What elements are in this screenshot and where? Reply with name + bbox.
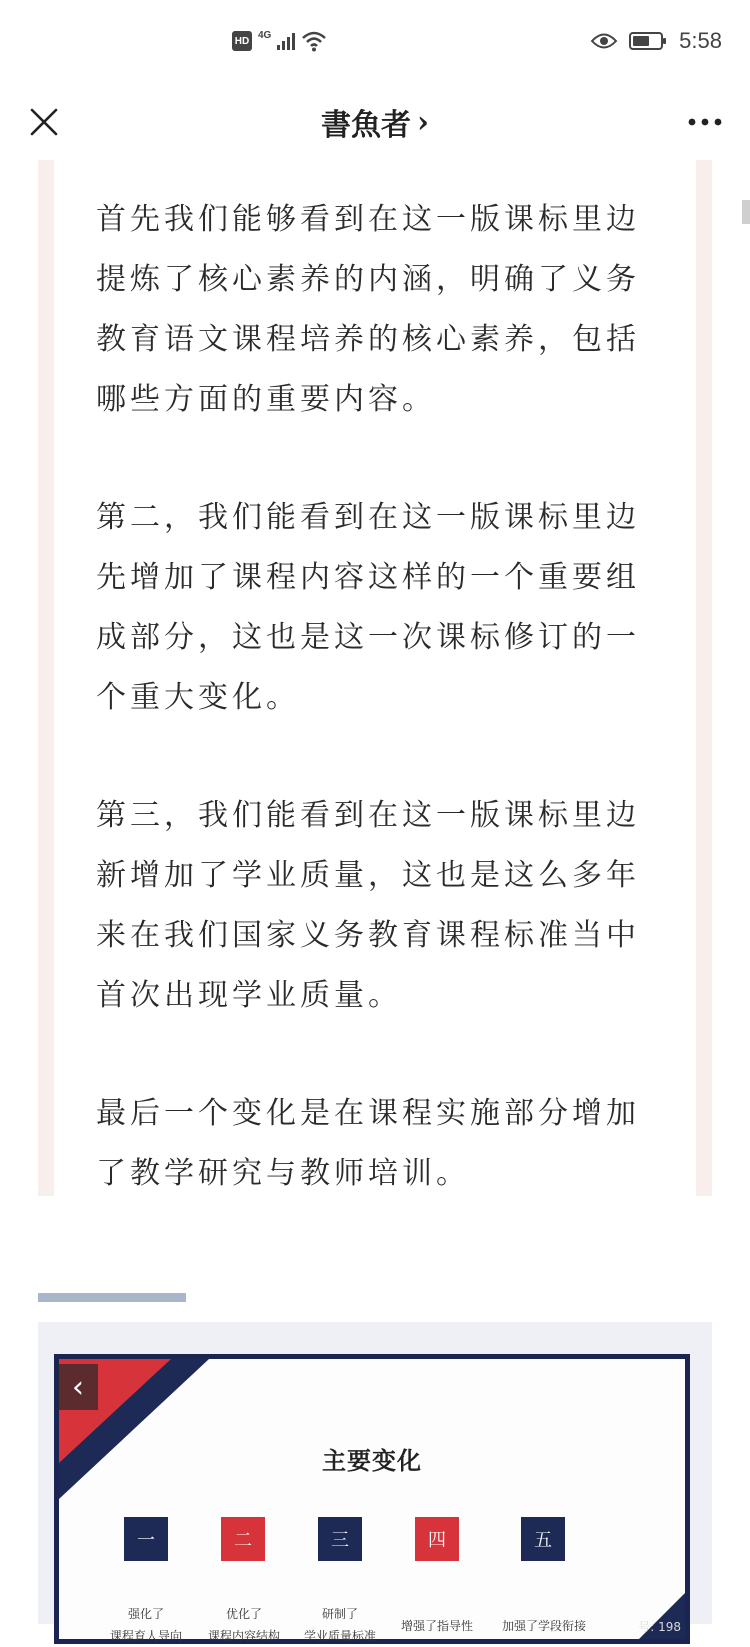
account-name: 書魚者 [321,108,411,143]
item-caption-1 [91,1603,201,1647]
item-number-1: 一 [124,1517,168,1561]
caption-line: 增强了指导性 [400,1619,473,1633]
account-title-link[interactable] [0,100,750,144]
caption-line: 研制了 [321,1607,358,1621]
scrollbar-thumb[interactable] [742,200,750,224]
chevron-left-icon: ‹ [72,1369,84,1405]
article-image[interactable] [38,1322,712,1643]
slide-title: 主要变化 [322,1447,422,1475]
paragraph-2: 第二，我们能看到在这一版课标里边先增加了课程内容这样的一个重要组成部分，这也是这一次课标修订的一个重大变化。 [96,500,640,715]
more-button[interactable] [680,100,730,144]
paragraph-1: 首先我们能够看到在这一版课标里边提炼了核心素养的内涵，明确了义务教育语文课程培养的核心素养，包括哪些方面的重要内容。 [96,202,640,417]
item-caption-4 [382,1615,492,1637]
caption-line: 课程内容结构 [207,1629,280,1643]
caption-line: 强化了 [127,1607,164,1621]
caption-line: 课程育人导向 [109,1629,182,1643]
slide-graphic [54,1354,690,1644]
item-caption-2 [189,1603,299,1647]
wifi-icon [301,30,327,52]
status-time: 5:58 [679,28,722,53]
item-caption-5 [489,1615,599,1637]
section-divider [38,1293,186,1302]
status-bar [0,0,750,86]
paragraph-3: 第三，我们能看到在这一版课标里边新增加了学业质量，这也是这么多年来在我们国家义务教育课程标准当中首次出现学业质量。 [96,798,640,1013]
caption-line: 加强了学段衔接 [501,1619,586,1633]
item-number-2: 二 [221,1517,265,1561]
paragraph-4: 最后一个变化是在课程实施部分增加了教学研究与教师培训。 [96,1096,640,1191]
status-right [591,26,722,56]
eye-icon [591,32,617,50]
more-icon [688,118,722,126]
signal-icon [277,32,295,50]
image-watermark: 号: 198 [638,1620,681,1634]
article-card [38,160,712,1196]
article-body [54,160,696,1196]
caption-line: 优化了 [225,1607,262,1621]
item-number-5: 五 [521,1517,565,1561]
status-indicators [232,28,327,54]
item-number-4: 四 [415,1517,459,1561]
item-caption-3 [285,1603,395,1647]
battery-icon [629,31,667,51]
item-number-3: 三 [318,1517,362,1561]
hd-badge: HD [232,31,252,51]
image-back-button[interactable] [58,1364,98,1410]
chevron-right-icon: › [417,104,429,140]
caption-line: 学业质量标准 [303,1629,376,1643]
network-type-label: 4G [258,30,272,41]
nav-bar [0,86,750,160]
